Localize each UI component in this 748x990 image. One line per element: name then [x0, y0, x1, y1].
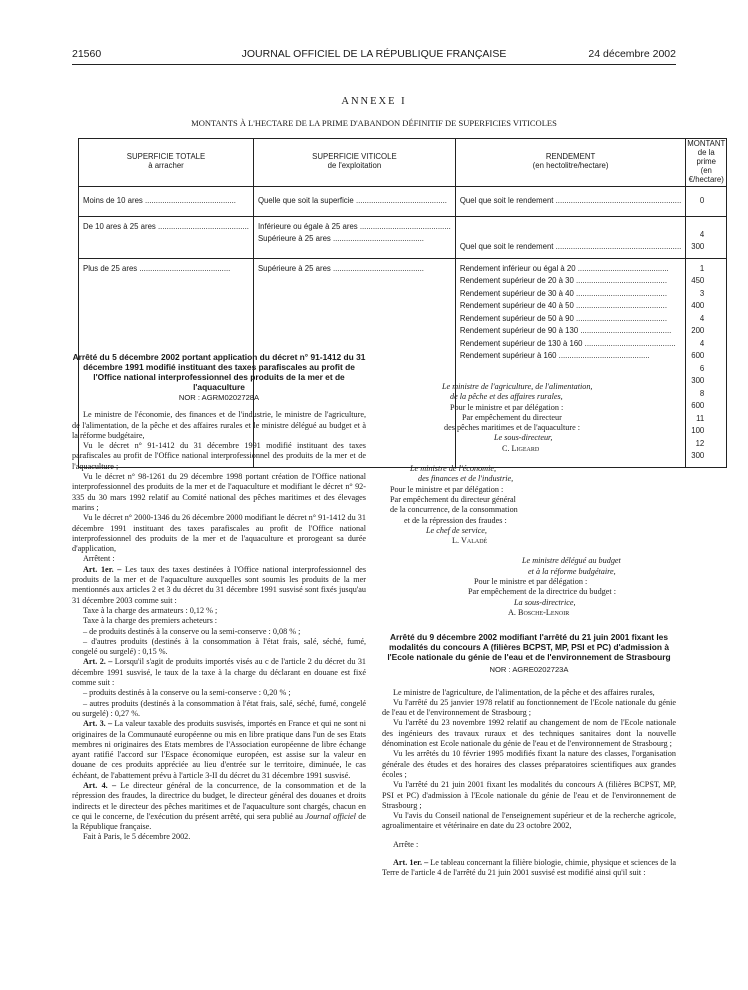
rendement-cell: Rendement supérieur de 130 à 160 .......................................... [459, 338, 676, 348]
col-header-superficie: SUPERFICIE TOTALE à arracher [79, 139, 254, 187]
signature-line: Par empêchement du directeur [462, 412, 562, 422]
col-header-rendement: RENDEMENT (en hectolitre/hectare) [455, 139, 685, 187]
article-line: – autres produits (destinés à la consommation à l'état frais, salé, séché, fumé, congelé ou surgelé) : 0,27 %. [72, 698, 366, 718]
article-2: Art. 2. – Lorsqu'il s'agit de produits importés visés au c de l'article 2 du décret du 31 décembre 1991 susvisé, le taux de la taxe à la charge du déclarant en douane est fixé comme suit : [72, 657, 367, 688]
article-line: – de produits destinés à la conserve ou la semi-conserve : 0,08 % ; [83, 626, 301, 636]
viticole-cell: Supérieure à 25 ares .......................................... [257, 263, 424, 273]
signature-line: Pour le ministre et par délégation : [390, 484, 504, 494]
visa-paragraph: Vu les arrêtés du 10 février 1995 modifiés fixant la nature des classes, l'organisation générale des études et des horaires des classes préparatoires scientifiques aux grandes écoles ; [382, 749, 676, 779]
superficie-cell: Moins de 10 ares .......................................... [83, 196, 236, 206]
nor-reference-2: NOR : AGRE0202723A [489, 665, 569, 675]
signature-line: Le ministre de l'agriculture, de l'alimentation, [442, 382, 593, 391]
viticole-cell: Quelle que soit la superficie .......................................... [257, 196, 447, 206]
page-number: 21560 [72, 48, 102, 60]
visa-paragraph: Vu le décret n° 2000-1346 du 26 décembre 2000 modifiant le décret n° 91-1412 du 31 décembre 1991 instituant des taxes parafiscales au profit de l'Office national interprofessionnel des produits de la mer et de l'aquaculture et prorogeant sa durée d'application, [72, 513, 366, 554]
rendement-cell: Quel que soit le rendement .......................................................... [459, 242, 682, 252]
signature-line: Pour le ministre et par délégation : [474, 577, 588, 587]
table-row [79, 186, 727, 216]
rendement-cell: Rendement supérieur de 50 à 90 .......................................... [459, 313, 667, 323]
article-1-right: Art. 1er. – Le tableau concernant la filière biologie, chimie, physique et sciences de la Terre de l'article 4 de l'arrêté du 21 juin 2001 susvisé est modifié ainsi qu'il suit : [382, 857, 677, 878]
signature-line: Le sous-directeur, [494, 433, 553, 443]
signature-line: de la concurrence, de la consommation [390, 505, 518, 515]
arrete-title: Arrêté du 5 décembre 2002 portant application du décret n° 91-1412 du 31 décembre 1991 modifié instituant des taxes parafiscales au profit de l'Office national interprofessionnel des produits de la mer et de l'aquaculture [72, 352, 366, 392]
visa-paragraph: Vu l'avis du Conseil national de l'enseignement supérieur et de la recherche agricole, agroalimentaire et vétérinaire en date du 23 octobre 2002, [382, 811, 676, 831]
visa-paragraph: Vu le décret n° 91-1412 du 31 décembre 1991 modifié instituant des taxes parafiscales au profit de l'Office national interprofessionnel des produits de la mer et de l'aquaculture ; [72, 441, 366, 471]
rendement-cell: Rendement supérieur à 160 .......................................... [459, 351, 650, 361]
arrete-title-2: Arrêté du 9 décembre 2002 modifiant l'arrêté du 21 juin 2001 fixant les modalités du concours A (filières BCPST, MP, PSI et PC) d'admission à l'Ecole nationale du génie de l'eau et de l'environnement de Strasbourg [387, 632, 671, 663]
article-4: Art. 4. – Le directeur général de la concurrence, de la consommation et de la répression des fraudes, la directrice du budget, le directeur général des douanes et droits indirects et le directeur des pêches maritimes et de l'aquaculture sont chargés, chacun en ce qui le concerne, de l'exécution du présent arrêté, qui sera publié au Journal officiel de la République française. [72, 780, 366, 832]
col-header-viticole: SUPERFICIE VITICOLE de l'exploitation [253, 139, 455, 187]
right-column [382, 352, 676, 879]
article-3: Art. 3. – La valeur taxable des produits susvisés, importés en France et qui ne sont ni originaires de la Communauté européenne ou mis en libre pratique dans l'un de ses Etats membres ni originaires des Etats membres de l'Association européenne de libre échange ayant ratifié l'accord sur l'Espace économique européen, est assise sur la valeur en douane de ces produits appréciée au lieu d'entrée sur le territoire, diminuée, le cas échéant, de l'abattement prévu à l'article 3-II du décret du 31 décembre 1991 susvisé. [72, 719, 366, 780]
annex-title: ANNEXE I [341, 96, 407, 107]
signatory-name: C. Ligeard [502, 443, 540, 453]
visa-paragraph: Vu l'arrêté du 25 janvier 1978 relatif au fonctionnement de l'Ecole nationale du génie de l'eau et de l'environnement de Strasbourg ; [382, 697, 676, 718]
left-column [72, 352, 366, 843]
article-1: Art. 1er. – Les taux des taxes destinées à l'Office national interprofessionnel des produits de la mer et de l'aquaculture auxquelles sont soumis les produits de la mer mentionnés aux articles 2 et 3 du décret du 31 décembre 1991 susvisé sont fixés jusqu'au 31 décembre 2003 comme suit : [72, 564, 367, 605]
montant-cell: 4 200 [691, 313, 705, 336]
signature-line: des pêches maritimes et de l'aquaculture : [444, 423, 581, 433]
signature-line: Pour le ministre et par délégation : [450, 402, 564, 412]
article-line: – produits destinés à la conserve ou la semi-conserve : 0,20 % ; [83, 688, 291, 698]
visa-paragraph: Vu le décret n° 98-1261 du 29 décembre 1998 portant création de l'Office national interprofessionnel des produits de la mer et de l'aquaculture et modifiant le décret n° 92-335 du 30 mars 1992 relatif au Comité national des pêches maritimes et des élevages marins ; [72, 472, 366, 512]
arrete-heading: Arrête : [393, 839, 419, 849]
montant-cell: 4 600 [691, 338, 705, 361]
signature-line: Le ministre de l'économie, [410, 464, 497, 474]
montant-cell: 0 [686, 186, 727, 216]
table-header-row [79, 139, 727, 187]
rendement-cell: Quel que soit le rendement .......................................................... [459, 196, 682, 206]
nor-reference: NOR : AGRM0202728A [178, 393, 260, 402]
article-line: – d'autres produits (destinés à la consommation à l'état frais, salé, séché, fumé, congelé ou surgelé) : 0,15 %. [72, 636, 366, 657]
montant-cell: 6 300 [691, 363, 705, 386]
annex-subtitle: MONTANTS À L'HECTARE DE LA PRIME D'ABANDON DÉFINITIF DE SUPERFICIES VITICOLES [191, 118, 557, 128]
montant-cell: 12 300 [691, 438, 705, 461]
signature-block-agriculture [382, 382, 676, 454]
rendement-cell: Rendement inférieur ou égal à 20 .......................................... [459, 263, 669, 273]
signature-line: Le ministre délégué au budget [522, 556, 621, 566]
signature-block-economie [382, 464, 676, 546]
rendement-cell: Rendement supérieur de 40 à 50 .......................................... [459, 301, 667, 311]
signature-line: Par empêchement du directeur général [390, 494, 516, 504]
signature-line: des finances et de l'industrie, [418, 474, 514, 484]
col-header-montant: MONTANT de la prime (en €/hectare) [686, 139, 727, 187]
signatory-name: L. Valadé [452, 536, 488, 546]
arretent-heading: Arrêtent : [83, 554, 115, 564]
signature-line: et de la répression des fraudes : [404, 515, 507, 525]
montant-cell: 8 600 [691, 388, 705, 411]
article-line: Taxe à la charge des premiers acheteurs : [83, 616, 218, 626]
viticole-cell: Inférieure ou égale à 25 ares .......................................... [257, 221, 451, 231]
rendement-cell: Rendement supérieur de 30 à 40 .......................................... [459, 288, 667, 298]
journal-title: JOURNAL OFFICIEL DE LA RÉPUBLIQUE FRANÇAISE [241, 48, 507, 60]
visa-paragraph: Vu l'arrêté du 23 novembre 1992 relatif au changement de nom de l'Ecole nationale des ingénieurs des travaux ruraux et des techniques sanitaires dont la nouvelle dénomination est Ecole nationale du génie de l'eau et de l'environnement de Strasbourg ; [382, 718, 676, 749]
superficie-cell: De 10 ares à 25 ares .......................................... [83, 221, 249, 231]
article-line: Taxe à la charge des armateurs : 0,12 % ; [83, 605, 218, 615]
issue-date: 24 décembre 2002 [588, 48, 676, 60]
rendement-cell: Rendement supérieur de 90 à 130 .......................................... [459, 326, 672, 336]
superficie-cell: Plus de 25 ares .......................................... [83, 263, 231, 273]
montant-cell: 4 300 [686, 216, 727, 258]
signatory-name: A. Bosche-Lenoir [508, 607, 570, 617]
signature-line: et à la réforme budgétaire, [528, 566, 616, 576]
signature-line: La sous-directrice, [514, 597, 576, 607]
rendement-cell: Rendement supérieur de 20 à 30 .......................................... [459, 276, 667, 286]
signature-block-budget [382, 556, 676, 618]
montant-cell: 11 100 [691, 413, 705, 436]
visa-paragraph: Vu l'arrêté du 21 juin 2001 fixant les modalités du concours A (filières BCPST, MP, PSI et PC) d'admission à l'Ecole nationale du génie de l'eau et de l'environnement de Strasbourg ; [382, 780, 676, 810]
fait-line: Fait à Paris, le 5 décembre 2002. [83, 832, 191, 842]
signature-line: Par empêchement de la directrice du budget : [468, 587, 616, 597]
signature-line: de la pêche et des affaires rurales, [450, 392, 563, 402]
preamble-paragraph: Le ministre de l'économie, des finances et de l'industrie, le ministre de l'agriculture, de l'alimentation, de la pêche et des affaires rurales et le ministre délégué au budget et à la réforme budgétaire, [72, 410, 366, 440]
viticole-cell: Supérieure à 25 ares .......................................... [257, 234, 424, 244]
header-rule [72, 64, 676, 65]
table-row [79, 216, 727, 258]
montant-cell: 3 400 [691, 288, 705, 311]
montant-cell: 1 450 [691, 263, 705, 286]
signature-line: Le chef de service, [426, 525, 487, 535]
preamble-paragraph: Le ministre de l'agriculture, de l'alimentation, de la pêche et des affaires rurales, [393, 687, 655, 697]
